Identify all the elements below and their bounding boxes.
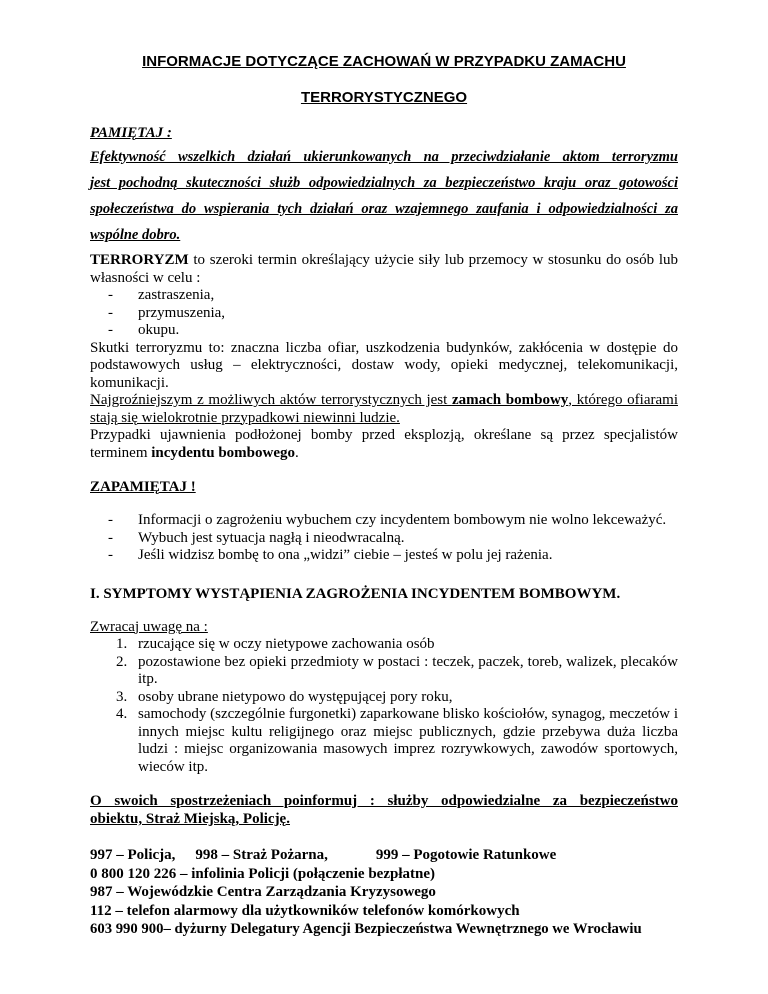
document-title-line1: INFORMACJE DOTYCZĄCE ZACHOWAŃ W PRZYPADKU ZAMACHU [142, 53, 626, 70]
list-item: - Wybuch jest sytuacja nagłą i nieodwracalną. [108, 529, 405, 546]
symptoms-heading: I. SYMPTOMY WYSTĄPIENIA ZAGROŻENIA INCYDENTEM BOMBOWYM. [90, 585, 621, 602]
symptoms-list [90, 636, 678, 776]
bomb-attack-paragraph: Najgroźniejszym z możliwych aktów terrorystycznych jest zamach bombowy, którego ofiarami stają się wielokrotnie przypadkowi niewinni ludzie. [90, 392, 678, 426]
phone-police: 997 – Policja, [90, 847, 176, 863]
terrorism-aims-list [90, 287, 678, 340]
bomb-attack-term: zamach bombowy [451, 392, 569, 408]
inform-line: O swoich spostrzeżeniach poinformuj : służby odpowiedzialne za bezpieczeństwo [90, 793, 678, 809]
list-item: - zastraszenia, [108, 287, 215, 303]
remember-line: społeczeństwa do wspierania tych działań oraz wzajemnego zaufania i odpowiedzialności za [90, 201, 678, 217]
terrorism-effects: Skutki terroryzmu to: znaczna liczba ofiar, uszkodzenia budynków, zakłócenia w dostępie do podstawowych usług – elektryczności, dostaw wody, opieki medycznej, telekomunikacji, komunikacji. [90, 339, 678, 391]
remember-text [90, 144, 678, 248]
phone-row [90, 846, 678, 865]
phone-fire: 998 – Straż Pożarna, [195, 847, 328, 863]
attention-label: Zwracaj uwagę na : [90, 618, 208, 635]
remember-line: Efektywność wszelkich działań ukierunkowanych na przeciwdziałanie aktom terroryzmu [90, 149, 678, 165]
list-item: - Jeśli widzisz bombę to ona „widzi” ciebie – jesteś w polu jej rażenia. [108, 547, 553, 563]
remember-heading: PAMIĘTAJ : [90, 125, 172, 141]
bomb-incident-term: incydentu bombowego [151, 444, 296, 461]
remember-line: jest pochodną skuteczności służb odpowiedzialnych za bezpieczeństwo kraju oraz gotowości [90, 175, 678, 191]
inform-line: obiektu, Straż Miejską, Policję. [90, 811, 290, 827]
document-title-line2: TERRORYSTYCZNEGO [300, 89, 468, 106]
list-item: 2. pozostawione bez opieki przedmioty w postaci : teczek, paczek, toreb, walizek, plecaków itp. [116, 653, 678, 687]
emergency-phones [90, 846, 678, 939]
list-item: 4. samochody (szczególnie furgonetki) zaparkowane blisko kościołów, synagog, meczetów i innych miejsc kultu religijnego oraz miejsc publicznych, gdzie przebywa duża liczba ludzi : miejsc organizowania masowych imprez rozrywkowych, zawodów sportowych, wieców itp. [116, 706, 678, 775]
bomb-incident-paragraph: Przypadki ujawnienia podłożonej bomby przed eksplozją, określane są przez specjalistów terminem incydentu bombowego. [90, 427, 678, 461]
phone-ambulance: 999 – Pogotowie Ratunkowe [375, 847, 557, 863]
memorize-heading: ZAPAMIĘTAJ ! [90, 479, 196, 495]
document-page [90, 44, 678, 939]
remember-line: wspólne dobro. [90, 227, 181, 243]
terrorism-definition [90, 252, 678, 287]
phone-abw: 603 990 900– dyżurny Delegatury Agencji Bezpieczeństwa Wewnętrznego we Wrocławiu [90, 921, 642, 937]
inform-paragraph [90, 792, 678, 828]
list-item: 3. osoby ubrane nietypowo do występującej pory roku, [116, 688, 453, 705]
phone-crisis: 987 – Wojewódzkie Centra Zarządzania Kryzysowego [90, 884, 436, 900]
list-item: - Informacji o zagrożeniu wybuchem czy incydentem bombowym nie wolno lekceważyć. [108, 512, 667, 528]
list-item: - okupu. [108, 322, 180, 338]
list-item: 1. rzucające się w oczy nietypowe zachowania osób [116, 636, 435, 652]
phone-mobile: 112 – telefon alarmowy dla użytkowników telefonów komórkowych [90, 902, 520, 919]
terrorism-definition-text: to szeroki termin określający użycie siły lub przemocy w stosunku do osób lub własności w celu : [90, 252, 678, 286]
memorize-list [90, 512, 678, 565]
phone-hotline: 0 800 120 226 – infolinia Policji (połączenie bezpłatne) [90, 865, 435, 882]
terrorism-term: TERRORYZM [90, 252, 189, 268]
list-item: - przymuszenia, [108, 304, 226, 321]
